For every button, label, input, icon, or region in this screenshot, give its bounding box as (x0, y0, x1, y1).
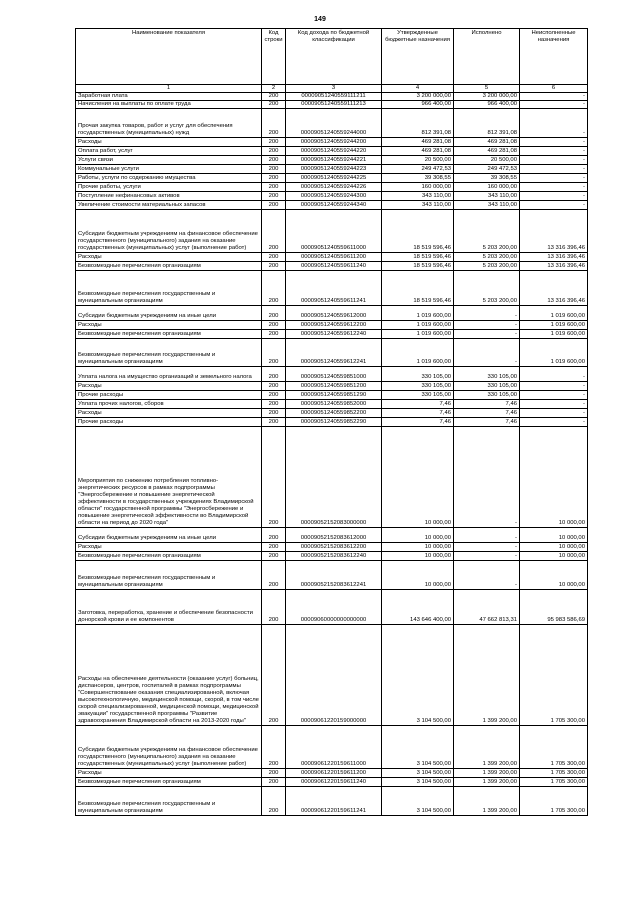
row-line-code: 200 (262, 147, 286, 156)
row-executed: 7,46 (454, 409, 520, 418)
row-income-code: 00009052152083612241 (286, 561, 382, 590)
row-line-code: 200 (262, 201, 286, 210)
row-remaining: - (520, 409, 588, 418)
row-income-code: 00009051240559612000 (286, 306, 382, 321)
row-income-code: 00009051240559244200 (286, 138, 382, 147)
row-approved: 3 104 500,00 (382, 625, 454, 726)
row-indicator-name: Безвозмездные перечисления государственным и муниципальным организациям (76, 561, 262, 590)
row-remaining: 1 705 300,00 (520, 778, 588, 787)
row-indicator-name: Прочие расходы (76, 418, 262, 427)
table-row (76, 165, 588, 174)
row-remaining: 10 000,00 (520, 528, 588, 543)
row-executed: 330 105,00 (454, 382, 520, 391)
row-line-code: 200 (262, 101, 286, 109)
row-indicator-name: Субсидии бюджетным учреждениям на финансовое обеспечение государственного (муниципального) задания на оказание государственных (муниципальных) услуг (выполнение работ) (76, 210, 262, 253)
header-executed: Исполнено (454, 29, 520, 85)
row-income-code: 00009051240559611241 (286, 271, 382, 306)
row-income-code: 00009051240559612241 (286, 339, 382, 367)
row-approved: 1 019 600,00 (382, 306, 454, 321)
row-indicator-name: Начисления на выплаты по оплате труда (76, 101, 262, 109)
row-indicator-name: Прочая закупка товаров, работ и услуг для обеспечения государственных (муниципальных) нужд (76, 109, 262, 138)
row-approved: 20 500,00 (382, 156, 454, 165)
row-income-code: 00009061220159000000 (286, 625, 382, 726)
row-executed: 5 203 200,00 (454, 271, 520, 306)
row-line-code: 200 (262, 552, 286, 561)
row-executed: 39 308,55 (454, 174, 520, 183)
row-executed: - (454, 427, 520, 528)
row-remaining: 13 316 396,46 (520, 253, 588, 262)
row-indicator-name: Мероприятия по снижению потребления топливно-энергетических ресурсов в рамках подпрограммы "Энергосбережение и повышение энергетической эффективности в государственных учреждениях Владимирской области" государственной программы "Энергосбережение и повышение энергетической эффективности во Владимирской области на период до 2020 года" (76, 427, 262, 528)
row-remaining: 1 705 300,00 (520, 726, 588, 769)
table-row (76, 201, 588, 210)
row-line-code: 200 (262, 778, 286, 787)
row-indicator-name: Расходы (76, 321, 262, 330)
row-income-code: 00009052152083000000 (286, 427, 382, 528)
header-approved: Утвержденные бюджетные назначения (382, 29, 454, 85)
row-executed: 1 399 200,00 (454, 769, 520, 778)
table-row (76, 590, 588, 625)
row-executed: 330 105,00 (454, 367, 520, 382)
row-approved: 10 000,00 (382, 543, 454, 552)
column-number: 4 (382, 85, 454, 93)
table-row (76, 339, 588, 367)
row-indicator-name: Безвозмездные перечисления организациям (76, 552, 262, 561)
row-line-code: 200 (262, 271, 286, 306)
table-row (76, 787, 588, 816)
row-remaining: - (520, 109, 588, 138)
row-executed: - (454, 528, 520, 543)
row-executed: 469 281,08 (454, 138, 520, 147)
table-row (76, 409, 588, 418)
row-executed: 1 399 200,00 (454, 778, 520, 787)
table-row (76, 552, 588, 561)
row-income-code: 00009051240559244220 (286, 147, 382, 156)
row-approved: 330 105,00 (382, 382, 454, 391)
row-remaining: 10 000,00 (520, 561, 588, 590)
row-approved: 3 104 500,00 (382, 769, 454, 778)
row-approved: 3 104 500,00 (382, 726, 454, 769)
row-remaining: - (520, 156, 588, 165)
row-approved: 7,46 (382, 418, 454, 427)
row-remaining: - (520, 101, 588, 109)
row-line-code: 200 (262, 769, 286, 778)
column-number: 1 (76, 85, 262, 93)
table-row (76, 210, 588, 253)
row-indicator-name: Субсидии бюджетным учреждениям на финансовое обеспечение государственного (муниципального) задания на оказание государственных (муниципальных) услуг (выполнение работ) (76, 726, 262, 769)
row-approved: 469 281,08 (382, 147, 454, 156)
row-income-code: 00009051240559111211 (286, 93, 382, 101)
row-indicator-name: Расходы (76, 543, 262, 552)
table-row (76, 262, 588, 271)
row-line-code: 200 (262, 418, 286, 427)
row-executed: 330 105,00 (454, 391, 520, 400)
row-executed: 343 110,00 (454, 192, 520, 201)
row-line-code: 200 (262, 367, 286, 382)
column-number: 5 (454, 85, 520, 93)
table-row (76, 93, 588, 101)
row-indicator-name: Безвозмездные перечисления организациям (76, 778, 262, 787)
row-executed: 5 203 200,00 (454, 262, 520, 271)
row-approved: 249 472,53 (382, 165, 454, 174)
table-row (76, 253, 588, 262)
row-income-code: 00009061220159611241 (286, 787, 382, 816)
header-row (76, 29, 588, 85)
row-income-code: 00009051240559244225 (286, 174, 382, 183)
row-income-code: 00009061220159611240 (286, 778, 382, 787)
row-indicator-name: Уплата налога на имущество организаций и земельного налога (76, 367, 262, 382)
table-row (76, 382, 588, 391)
row-approved: 10 000,00 (382, 552, 454, 561)
row-line-code: 200 (262, 625, 286, 726)
row-indicator-name: Прочие работы, услуги (76, 183, 262, 192)
table-row (76, 192, 588, 201)
row-remaining: - (520, 183, 588, 192)
column-number: 2 (262, 85, 286, 93)
row-indicator-name: Коммунальные услуги (76, 165, 262, 174)
row-line-code: 200 (262, 561, 286, 590)
table-row (76, 726, 588, 769)
row-line-code: 200 (262, 174, 286, 183)
row-remaining: 1 019 600,00 (520, 330, 588, 339)
row-executed: - (454, 339, 520, 367)
table-row (76, 418, 588, 427)
row-income-code: 00009052152083612200 (286, 543, 382, 552)
row-income-code: 00009051240559244300 (286, 192, 382, 201)
row-remaining: - (520, 201, 588, 210)
row-indicator-name: Работы, услуги по содержанию имущества (76, 174, 262, 183)
header-income-code: Код дохода по бюджетной классификации (286, 29, 382, 85)
row-executed: - (454, 561, 520, 590)
row-approved: 343 110,00 (382, 192, 454, 201)
row-approved: 469 281,08 (382, 138, 454, 147)
row-line-code: 200 (262, 306, 286, 321)
row-line-code: 200 (262, 109, 286, 138)
column-number: 3 (286, 85, 382, 93)
row-executed: - (454, 543, 520, 552)
column-number: 6 (520, 85, 588, 93)
table-row (76, 625, 588, 726)
row-remaining: 1 019 600,00 (520, 321, 588, 330)
row-line-code: 200 (262, 321, 286, 330)
row-indicator-name: Субсидии бюджетным учреждениям на иные цели (76, 306, 262, 321)
row-executed: 3 200 000,00 (454, 93, 520, 101)
row-approved: 330 105,00 (382, 391, 454, 400)
row-income-code: 00009051240559244221 (286, 156, 382, 165)
row-approved: 1 019 600,00 (382, 321, 454, 330)
table-row (76, 321, 588, 330)
row-remaining: 1 705 300,00 (520, 625, 588, 726)
row-executed: 1 399 200,00 (454, 726, 520, 769)
row-indicator-name: Заготовка, переработка, хранение и обеспечение безопасности донорской крови и ее компонентов (76, 590, 262, 625)
row-approved: 7,46 (382, 409, 454, 418)
row-indicator-name: Заработная плата (76, 93, 262, 101)
row-line-code: 200 (262, 400, 286, 409)
row-indicator-name: Расходы на обеспечение деятельности (оказание услуг) больниц, диспансеров, центров, госпиталей в рамках подпрограммы "Совершенствование оказания специализированной, включая высокотехнологичную, медицинской помощи, скорой, в том числе скорой специализированной, медицинской помощи, медицинской эвакуации" государственной программы "Развитие здравоохранения Владимирской области на 2013-2020 годы" (76, 625, 262, 726)
row-approved: 39 308,55 (382, 174, 454, 183)
row-indicator-name: Расходы (76, 409, 262, 418)
table-row (76, 183, 588, 192)
row-remaining: - (520, 138, 588, 147)
column-number-row (76, 85, 588, 93)
table-row (76, 400, 588, 409)
row-line-code: 200 (262, 339, 286, 367)
row-line-code: 200 (262, 409, 286, 418)
row-line-code: 200 (262, 93, 286, 101)
row-line-code: 200 (262, 543, 286, 552)
table-row (76, 138, 588, 147)
row-indicator-name: Расходы (76, 138, 262, 147)
row-remaining: 13 316 396,46 (520, 262, 588, 271)
row-approved: 10 000,00 (382, 561, 454, 590)
header-line-code: Код строки (262, 29, 286, 85)
row-income-code: 00009051240559851000 (286, 367, 382, 382)
row-executed: 343 110,00 (454, 201, 520, 210)
row-executed: 1 399 200,00 (454, 625, 520, 726)
row-remaining: - (520, 400, 588, 409)
row-income-code: 00009051240559111213 (286, 101, 382, 109)
row-remaining: 95 983 586,69 (520, 590, 588, 625)
row-income-code: 00009051240559611200 (286, 253, 382, 262)
row-executed: 160 000,00 (454, 183, 520, 192)
row-approved: 143 646 400,00 (382, 590, 454, 625)
row-executed: 47 662 813,31 (454, 590, 520, 625)
row-remaining: - (520, 367, 588, 382)
page-number: 149 (314, 16, 326, 23)
row-income-code: 00009061220159611200 (286, 769, 382, 778)
row-income-code: 00009051240559612200 (286, 321, 382, 330)
row-income-code: 00009052152083612000 (286, 528, 382, 543)
row-income-code: 00009051240559852200 (286, 409, 382, 418)
row-line-code: 200 (262, 165, 286, 174)
row-executed: 5 203 200,00 (454, 253, 520, 262)
row-income-code: 00009051240559244226 (286, 183, 382, 192)
row-approved: 18 519 596,46 (382, 262, 454, 271)
table-row (76, 330, 588, 339)
table-row (76, 367, 588, 382)
table-row (76, 101, 588, 109)
table-row (76, 109, 588, 138)
row-remaining: 1 019 600,00 (520, 339, 588, 367)
table-row (76, 561, 588, 590)
row-remaining: - (520, 165, 588, 174)
table-row (76, 528, 588, 543)
row-remaining: - (520, 418, 588, 427)
row-indicator-name: Безвозмездные перечисления организациям (76, 262, 262, 271)
row-line-code: 200 (262, 330, 286, 339)
row-approved: 18 519 596,46 (382, 271, 454, 306)
row-executed: 1 399 200,00 (454, 787, 520, 816)
row-executed: - (454, 552, 520, 561)
row-income-code: 00009051240559244000 (286, 109, 382, 138)
row-income-code: 00009060000000000000 (286, 590, 382, 625)
header-remaining: Неисполненные назначения (520, 29, 588, 85)
row-approved: 18 519 596,46 (382, 210, 454, 253)
row-indicator-name: Субсидии бюджетным учреждениям на иные цели (76, 528, 262, 543)
row-remaining: 10 000,00 (520, 543, 588, 552)
row-income-code: 00009051240559244340 (286, 201, 382, 210)
row-approved: 3 200 000,00 (382, 93, 454, 101)
row-approved: 812 391,08 (382, 109, 454, 138)
row-line-code: 200 (262, 210, 286, 253)
row-executed: 20 500,00 (454, 156, 520, 165)
row-executed: 7,46 (454, 418, 520, 427)
row-approved: 343 110,00 (382, 201, 454, 210)
row-income-code: 00009051240559851290 (286, 391, 382, 400)
row-executed: - (454, 306, 520, 321)
row-income-code: 00009051240559851200 (286, 382, 382, 391)
row-approved: 1 019 600,00 (382, 339, 454, 367)
row-remaining: 1 019 600,00 (520, 306, 588, 321)
row-income-code: 00009051240559611000 (286, 210, 382, 253)
row-approved: 3 104 500,00 (382, 787, 454, 816)
row-approved: 160 000,00 (382, 183, 454, 192)
row-remaining: 13 316 396,46 (520, 271, 588, 306)
row-approved: 7,46 (382, 400, 454, 409)
row-indicator-name: Безвозмездные перечисления государственным и муниципальным организациям (76, 271, 262, 306)
header-indicator-name: Наименование показателя (76, 29, 262, 85)
row-approved: 1 019 600,00 (382, 330, 454, 339)
row-approved: 330 105,00 (382, 367, 454, 382)
row-executed: 966 400,00 (454, 101, 520, 109)
table-row (76, 306, 588, 321)
row-income-code: 00009051240559244223 (286, 165, 382, 174)
table-row (76, 271, 588, 306)
row-indicator-name: Прочие расходы (76, 391, 262, 400)
row-line-code: 200 (262, 192, 286, 201)
row-line-code: 200 (262, 138, 286, 147)
row-executed: - (454, 330, 520, 339)
row-executed: 812 391,08 (454, 109, 520, 138)
row-line-code: 200 (262, 590, 286, 625)
row-remaining: - (520, 192, 588, 201)
row-executed: 249 472,53 (454, 165, 520, 174)
row-indicator-name: Безвозмездные перечисления государственным и муниципальным организациям (76, 339, 262, 367)
row-line-code: 200 (262, 726, 286, 769)
row-indicator-name: Уплата прочих налогов, сборов (76, 400, 262, 409)
row-line-code: 200 (262, 156, 286, 165)
table-row (76, 391, 588, 400)
row-line-code: 200 (262, 183, 286, 192)
row-indicator-name: Оплата работ, услуг (76, 147, 262, 156)
row-indicator-name: Расходы (76, 382, 262, 391)
table-row (76, 778, 588, 787)
row-line-code: 200 (262, 382, 286, 391)
row-approved: 10 000,00 (382, 528, 454, 543)
table-row (76, 769, 588, 778)
row-remaining: - (520, 93, 588, 101)
row-remaining: - (520, 174, 588, 183)
row-income-code: 00009051240559611240 (286, 262, 382, 271)
row-income-code: 00009051240559612240 (286, 330, 382, 339)
row-line-code: 200 (262, 262, 286, 271)
row-executed: 469 281,08 (454, 147, 520, 156)
row-indicator-name: Безвозмездные перечисления организациям (76, 330, 262, 339)
row-approved: 18 519 596,46 (382, 253, 454, 262)
row-income-code: 00009052152083612240 (286, 552, 382, 561)
row-executed: 7,46 (454, 400, 520, 409)
row-remaining: 10 000,00 (520, 552, 588, 561)
row-executed: 5 203 200,00 (454, 210, 520, 253)
row-executed: - (454, 321, 520, 330)
row-income-code: 00009061220159611000 (286, 726, 382, 769)
row-line-code: 200 (262, 787, 286, 816)
row-line-code: 200 (262, 391, 286, 400)
row-income-code: 00009051240559852000 (286, 400, 382, 409)
row-remaining: - (520, 147, 588, 156)
row-line-code: 200 (262, 427, 286, 528)
row-remaining: 1 705 300,00 (520, 787, 588, 816)
table-row (76, 174, 588, 183)
table-row (76, 147, 588, 156)
row-indicator-name: Услуги связи (76, 156, 262, 165)
row-approved: 966 400,00 (382, 101, 454, 109)
row-approved: 3 104 500,00 (382, 778, 454, 787)
row-remaining: - (520, 382, 588, 391)
table-row (76, 543, 588, 552)
table-row (76, 156, 588, 165)
row-indicator-name: Расходы (76, 253, 262, 262)
row-indicator-name: Расходы (76, 769, 262, 778)
row-indicator-name: Безвозмездные перечисления государственным и муниципальным организациям (76, 787, 262, 816)
row-indicator-name: Увеличение стоимости материальных запасов (76, 201, 262, 210)
row-indicator-name: Поступление нефинансовых активов (76, 192, 262, 201)
budget-execution-table (75, 28, 588, 816)
table-row (76, 427, 588, 528)
row-line-code: 200 (262, 253, 286, 262)
row-approved: 10 000,00 (382, 427, 454, 528)
row-remaining: 13 316 396,46 (520, 210, 588, 253)
row-remaining: 10 000,00 (520, 427, 588, 528)
row-income-code: 00009051240559852290 (286, 418, 382, 427)
row-remaining: 1 705 300,00 (520, 769, 588, 778)
row-remaining: - (520, 391, 588, 400)
row-line-code: 200 (262, 528, 286, 543)
